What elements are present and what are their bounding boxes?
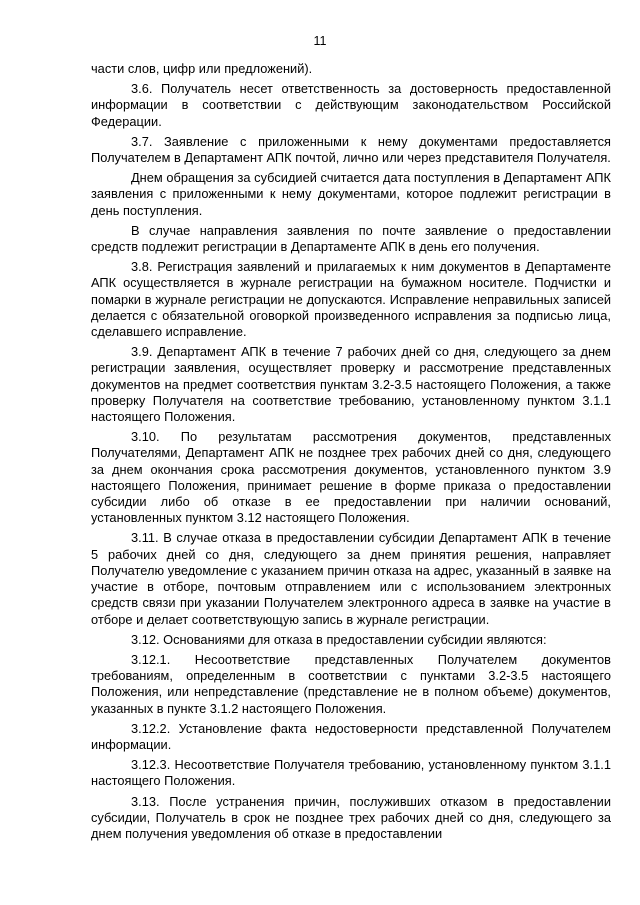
paragraph-3-11: 3.11. В случае отказа в предоставлении субсидии Департамент АПК в течение 5 рабочих дней со дня, следующего за днем принятия решения, направляет Получателю уведомление с указанием причин отказа на адрес, указанный в заявке на участие в отборе, почтовым отправлением или с использованием электронных средств связи при указании Получателем электронного адреса в заявке на участие в отборе и делает соответствующую запись в журнале регистрации. (91, 530, 611, 627)
paragraph-filing-date: Днем обращения за субсидией считается дата поступления в Департамент АПК заявления с приложенными к нему документами, которое подлежит регистрации в день поступления. (91, 170, 611, 218)
paragraph-3-12-3: 3.12.3. Несоответствие Получателя требованию, установленному пунктом 3.1.1 настоящего Положения. (91, 757, 611, 789)
paragraph-3-6: 3.6. Получатель несет ответственность за достоверность предоставленной информации в соответствии с действующим законодательством Российской Федерации. (91, 81, 611, 129)
paragraph-3-12-1: 3.12.1. Несоответствие представленных Получателем документов требованиям, определенным в соответствии с пунктами 3.2-3.5 настоящего Положения, или непредставление (представление не в полном объеме) документов, указанных в пункте 3.1.2 настоящего Положения. (91, 651, 611, 716)
paragraph-3-12: 3.12. Основаниями для отказа в предоставлении субсидии являются: (131, 631, 547, 647)
paragraph-3-8: 3.8. Регистрация заявлений и прилагаемых к ним документов в Департаменте АПК осуществляется в журнале регистрации на бумажном носителе. Подчистки и помарки в журнале регистрации не допускаются. Исправление неправильных записей делается с обязательной оговоркой произведенного исправления за подписью лица, сделавшего исправление. (91, 259, 611, 340)
page-number: 11 (313, 34, 327, 48)
paragraph-3-9: 3.9. Департамент АПК в течение 7 рабочих дней со дня, следующего за днем регистрации заявления, осуществляет проверку и рассмотрение представленных документов на предмет соответствия пунктам 3.2-3.5 настоящего Положения, а также проверку Получателя на соответствие требованию, установленному пунктом 3.1.1 настоящего Положения. (91, 344, 611, 425)
paragraph-continuation: части слов, цифр или предложений). (91, 61, 313, 76)
paragraph-3-12-2: 3.12.2. Установление факта недостоверности представленной Получателем информации. (91, 720, 611, 752)
paragraph-3-13: 3.13. После устранения причин, послуживших отказом в предоставлении субсидии, Получатель в срок не позднее трех рабочих дней со дня, следующего за днем получения уведомления об отказе в предоставлении (91, 793, 611, 841)
paragraph-postal-registration: В случае направления заявления по почте заявление о предоставлении средств подлежит регистрации в Департаменте АПК в день его получения. (91, 222, 611, 255)
document-body (91, 61, 611, 846)
paragraph-3-10: 3.10. По результатам рассмотрения документов, представленных Получателями, Департамент АПК не позднее трех рабочих дней со дня, следующего за днем окончания срока рассмотрения документов, установленного пунктом 3.9 настоящего Положения, принимает решение в форме приказа о предоставлении субсидии либо об отказе в ее предоставлении при наличии оснований, установленных пунктом 3.12 настоящего Положения. (91, 429, 611, 526)
paragraph-3-7: 3.7. Заявление с приложенными к нему документами предоставляется Получателем в Департамент АПК почтой, лично или через представителя Получателя. (91, 133, 611, 166)
